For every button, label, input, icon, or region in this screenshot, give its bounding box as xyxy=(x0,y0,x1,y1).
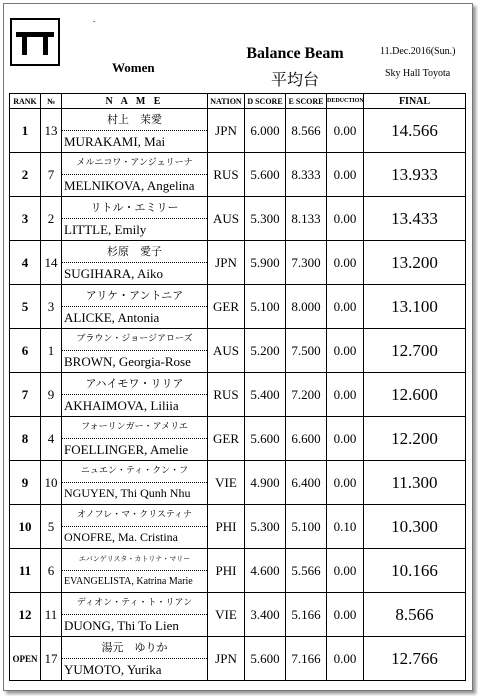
nation-cell: VIE xyxy=(208,461,245,505)
name-kana: 湯元 ゆりか xyxy=(62,637,207,659)
table-row xyxy=(10,461,466,505)
final-score-cell: 8.566 xyxy=(364,593,466,637)
col-name: N A M E xyxy=(62,94,208,109)
table-row xyxy=(10,373,466,417)
name-cell xyxy=(62,505,208,549)
nation-cell: GER xyxy=(208,417,245,461)
final-score-cell: 12.200 xyxy=(364,417,466,461)
deduction-cell: 0.00 xyxy=(327,461,364,505)
name-kana: メルニコワ・アンジェリーナ xyxy=(62,153,207,175)
nation-cell: JPN xyxy=(208,109,245,153)
nation-cell: AUS xyxy=(208,197,245,241)
final-score-cell: 12.766 xyxy=(364,637,466,681)
name-roman: ALICKE, Antonia xyxy=(64,310,160,325)
table-row xyxy=(10,417,466,461)
final-score-cell: 11.300 xyxy=(364,461,466,505)
name-roman: ONOFRE, Ma. Cristina xyxy=(64,530,178,544)
rank-cell: 2 xyxy=(10,153,41,197)
table-row xyxy=(10,241,466,285)
col-nation: NATION xyxy=(208,94,245,109)
col-rank: RANK xyxy=(10,94,41,109)
rank-cell: 4 xyxy=(10,241,41,285)
e-score-cell: 5.566 xyxy=(286,549,327,593)
deduction-cell: 0.00 xyxy=(327,549,364,593)
bib-cell: 1 xyxy=(41,329,62,373)
e-score-cell: 8.333 xyxy=(286,153,327,197)
name-roman: MURAKAMI, Mai xyxy=(64,134,166,149)
deduction-cell: 0.00 xyxy=(327,285,364,329)
deduction-cell: 0.00 xyxy=(327,637,364,681)
deduction-cell: 0.00 xyxy=(327,593,364,637)
rank-cell: 11 xyxy=(10,549,41,593)
header-mark: - xyxy=(93,17,96,25)
table-row xyxy=(10,637,466,681)
final-score-cell: 13.100 xyxy=(364,285,466,329)
nation-cell: JPN xyxy=(208,637,245,681)
name-cell xyxy=(62,109,208,153)
rank-cell: 5 xyxy=(10,285,41,329)
name-cell xyxy=(62,593,208,637)
name-roman: YUMOTO, Yurika xyxy=(64,662,162,677)
bib-cell: 14 xyxy=(41,241,62,285)
d-score-cell: 5.200 xyxy=(245,329,286,373)
results-table xyxy=(9,93,466,681)
bib-cell: 5 xyxy=(41,505,62,549)
nation-cell: RUS xyxy=(208,373,245,417)
name-cell xyxy=(62,417,208,461)
final-score-cell: 14.566 xyxy=(364,109,466,153)
name-roman: DUONG, Thi To Lien xyxy=(64,618,179,633)
name-kana: リトル・エミリー xyxy=(62,197,207,219)
nation-cell: PHI xyxy=(208,505,245,549)
name-kana: ニュエン・ティ・クン・フ xyxy=(62,461,207,483)
name-kana: エバンゲリスタ・カトリナ・マリー xyxy=(62,549,207,571)
name-roman: BROWN, Georgia-Rose xyxy=(64,354,191,369)
name-cell xyxy=(62,329,208,373)
bib-cell: 17 xyxy=(41,637,62,681)
d-score-cell: 5.900 xyxy=(245,241,286,285)
final-score-cell: 13.933 xyxy=(364,153,466,197)
name-kana: アハイモワ・リリア xyxy=(62,373,207,395)
bib-cell: 7 xyxy=(41,153,62,197)
final-score-cell: 10.300 xyxy=(364,505,466,549)
name-cell xyxy=(62,549,208,593)
table-row xyxy=(10,593,466,637)
bib-cell: 2 xyxy=(41,197,62,241)
balance-beam-icon xyxy=(10,18,60,66)
deduction-cell: 0.00 xyxy=(327,373,364,417)
name-roman: NGUYEN, Thi Qunh Nhu xyxy=(64,486,191,500)
name-cell xyxy=(62,197,208,241)
e-score-cell: 8.133 xyxy=(286,197,327,241)
e-score-cell: 8.566 xyxy=(286,109,327,153)
d-score-cell: 4.600 xyxy=(245,549,286,593)
event-date: 11.Dec.2016(Sun.) xyxy=(380,46,456,57)
deduction-cell: 0.10 xyxy=(327,505,364,549)
final-score-cell: 12.700 xyxy=(364,329,466,373)
deduction-cell: 0.00 xyxy=(327,153,364,197)
e-score-cell: 7.500 xyxy=(286,329,327,373)
col-no: № xyxy=(41,94,62,109)
rank-cell: 3 xyxy=(10,197,41,241)
bib-cell: 4 xyxy=(41,417,62,461)
nation-cell: PHI xyxy=(208,549,245,593)
bib-cell: 13 xyxy=(41,109,62,153)
event-title: Balance Beam xyxy=(246,45,344,62)
name-kana: ディオン・ティ・ト・リアン xyxy=(62,593,207,615)
nation-cell: AUS xyxy=(208,329,245,373)
name-roman: AKHAIMOVA, Liliia xyxy=(64,398,179,413)
e-score-cell: 5.166 xyxy=(286,593,327,637)
gender-label: Women xyxy=(112,60,155,75)
name-kana: 杉原 愛子 xyxy=(62,241,207,263)
e-score-cell: 6.600 xyxy=(286,417,327,461)
name-roman: SUGIHARA, Aiko xyxy=(64,266,163,281)
d-score-cell: 5.600 xyxy=(245,637,286,681)
bib-cell: 10 xyxy=(41,461,62,505)
final-score-cell: 13.200 xyxy=(364,241,466,285)
col-d-score: D SCORE xyxy=(245,94,286,109)
deduction-cell: 0.00 xyxy=(327,329,364,373)
name-roman: EVANGELISTA, Katrina Marie xyxy=(64,576,193,587)
e-score-cell: 6.400 xyxy=(286,461,327,505)
d-score-cell: 6.000 xyxy=(245,109,286,153)
name-cell xyxy=(62,373,208,417)
table-row xyxy=(10,549,466,593)
bib-cell: 6 xyxy=(41,549,62,593)
deduction-cell: 0.00 xyxy=(327,417,364,461)
name-cell xyxy=(62,461,208,505)
table-row xyxy=(10,197,466,241)
name-kana: フォーリンガー・アメリエ xyxy=(62,417,207,439)
d-score-cell: 3.400 xyxy=(245,593,286,637)
final-score-cell: 10.166 xyxy=(364,549,466,593)
d-score-cell: 5.100 xyxy=(245,285,286,329)
rank-cell: 12 xyxy=(10,593,41,637)
rank-cell: 9 xyxy=(10,461,41,505)
col-e-score: E SCORE xyxy=(286,94,327,109)
bib-cell: 9 xyxy=(41,373,62,417)
nation-cell: VIE xyxy=(208,593,245,637)
event-venue: Sky Hall Toyota xyxy=(385,68,451,79)
e-score-cell: 7.166 xyxy=(286,637,327,681)
name-cell xyxy=(62,285,208,329)
name-roman: FOELLINGER, Amelie xyxy=(64,442,189,457)
name-cell xyxy=(62,241,208,285)
name-kana: 村上 茉愛 xyxy=(62,109,207,131)
table-row xyxy=(10,285,466,329)
rank-cell: 1 xyxy=(10,109,41,153)
deduction-cell: 0.00 xyxy=(327,241,364,285)
rank-cell: 7 xyxy=(10,373,41,417)
deduction-cell: 0.00 xyxy=(327,197,364,241)
rank-cell: 10 xyxy=(10,505,41,549)
nation-cell: RUS xyxy=(208,153,245,197)
table-row xyxy=(10,329,466,373)
col-final: FINAL xyxy=(364,94,466,109)
nation-cell: JPN xyxy=(208,241,245,285)
table-row xyxy=(10,109,466,153)
name-cell xyxy=(62,637,208,681)
table-row xyxy=(10,505,466,549)
rank-cell: 6 xyxy=(10,329,41,373)
name-roman: LITTLE, Emily xyxy=(64,222,147,237)
rank-cell: OPEN xyxy=(10,637,41,681)
col-deduction: DEDUCTION xyxy=(327,94,364,109)
e-score-cell: 8.000 xyxy=(286,285,327,329)
name-kana: アリケ・アントニア xyxy=(62,285,207,307)
name-kana: ブラウン・ジョージアローズ xyxy=(62,329,207,351)
d-score-cell: 4.900 xyxy=(245,461,286,505)
name-kana: オノフレ・マ・クリスティナ xyxy=(62,505,207,527)
d-score-cell: 5.300 xyxy=(245,197,286,241)
d-score-cell: 5.600 xyxy=(245,417,286,461)
bib-cell: 11 xyxy=(41,593,62,637)
nation-cell: GER xyxy=(208,285,245,329)
final-score-cell: 12.600 xyxy=(364,373,466,417)
table-row xyxy=(10,153,466,197)
bib-cell: 3 xyxy=(41,285,62,329)
e-score-cell: 7.200 xyxy=(286,373,327,417)
rank-cell: 8 xyxy=(10,417,41,461)
name-cell xyxy=(62,153,208,197)
event-title-jp: 平均台 xyxy=(270,70,319,89)
header-row xyxy=(10,94,466,109)
e-score-cell: 7.300 xyxy=(286,241,327,285)
d-score-cell: 5.600 xyxy=(245,153,286,197)
final-score-cell: 13.433 xyxy=(364,197,466,241)
name-roman: MELNIKOVA, Angelina xyxy=(64,178,195,193)
d-score-cell: 5.300 xyxy=(245,505,286,549)
deduction-cell: 0.00 xyxy=(327,109,364,153)
d-score-cell: 5.400 xyxy=(245,373,286,417)
e-score-cell: 5.100 xyxy=(286,505,327,549)
